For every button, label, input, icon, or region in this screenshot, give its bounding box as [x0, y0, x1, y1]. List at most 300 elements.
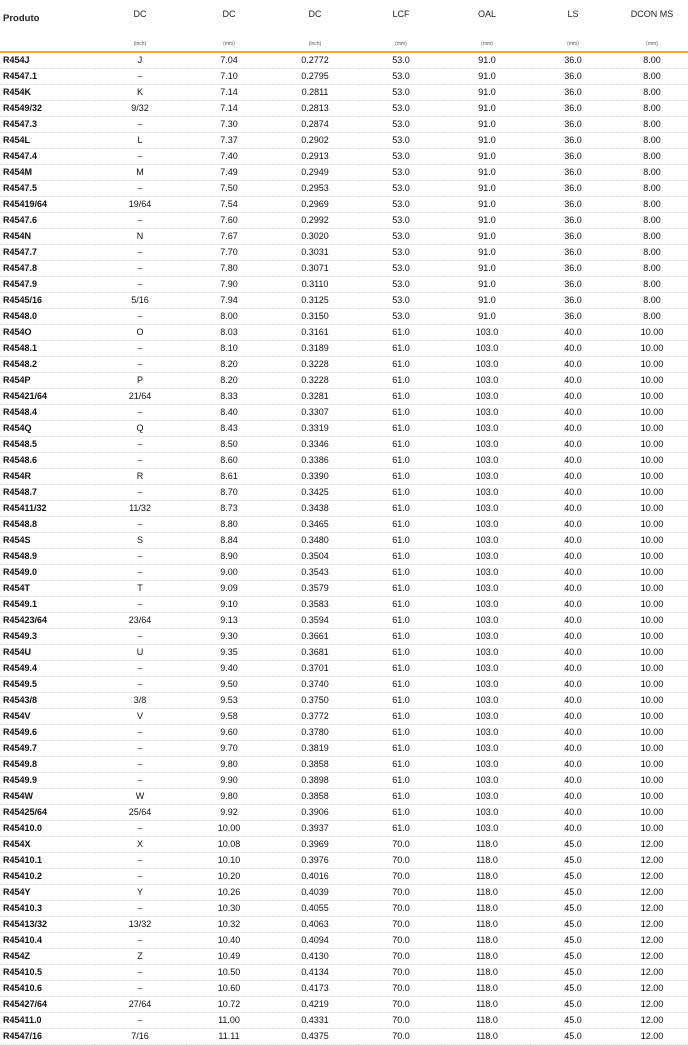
lcf-cell: 61.0: [358, 789, 444, 805]
product-code: R454J: [0, 52, 94, 69]
dc-decimal-inch-cell: 0.3772: [272, 709, 358, 725]
dcon-ms-cell: 12.00: [616, 837, 688, 853]
dc-mm-cell: 9.35: [186, 645, 272, 661]
oal-cell: 118.0: [444, 949, 530, 965]
dc-decimal-inch-cell: 0.3150: [272, 309, 358, 325]
lcf-cell: 61.0: [358, 645, 444, 661]
dcon-ms-cell: 10.00: [616, 357, 688, 373]
product-code: R45410.5: [0, 965, 94, 981]
ls-cell: 40.0: [530, 325, 616, 341]
dcon-ms-cell: 8.00: [616, 101, 688, 117]
lcf-cell: 61.0: [358, 405, 444, 421]
dc-decimal-inch-cell: 0.3504: [272, 549, 358, 565]
oal-cell: 103.0: [444, 581, 530, 597]
oal-cell: 103.0: [444, 629, 530, 645]
ls-cell: 45.0: [530, 837, 616, 853]
dc-decimal-inch-cell: 0.3071: [272, 261, 358, 277]
dc-mm-cell: 9.80: [186, 757, 272, 773]
table-row: [0, 597, 688, 613]
dc-decimal-inch-cell: 0.3319: [272, 421, 358, 437]
dc-inch-cell: –: [94, 245, 186, 261]
dcon-ms-cell: 10.00: [616, 773, 688, 789]
dc-mm-cell: 9.90: [186, 773, 272, 789]
lcf-cell: 61.0: [358, 677, 444, 693]
ls-cell: 40.0: [530, 725, 616, 741]
ls-cell: 36.0: [530, 52, 616, 69]
oal-cell: 118.0: [444, 869, 530, 885]
table-row: [0, 293, 688, 309]
product-code: R45410.3: [0, 901, 94, 917]
oal-cell: 103.0: [444, 645, 530, 661]
table-row: [0, 405, 688, 421]
oal-cell: 103.0: [444, 405, 530, 421]
unit-label-oal: (mm): [444, 36, 530, 52]
lcf-cell: 53.0: [358, 213, 444, 229]
dc-mm-cell: 7.14: [186, 101, 272, 117]
dc-decimal-inch-cell: 0.3390: [272, 469, 358, 485]
dc-decimal-inch-cell: 0.3125: [272, 293, 358, 309]
product-code: R45421/64: [0, 389, 94, 405]
table-row: [0, 133, 688, 149]
ls-cell: 36.0: [530, 197, 616, 213]
product-code: R4549.8: [0, 757, 94, 773]
table-row: [0, 229, 688, 245]
lcf-cell: 61.0: [358, 821, 444, 837]
dcon-ms-cell: 10.00: [616, 821, 688, 837]
dcon-ms-cell: 10.00: [616, 581, 688, 597]
product-code: R454M: [0, 165, 94, 181]
dc-decimal-inch-cell: 0.3906: [272, 805, 358, 821]
lcf-cell: 70.0: [358, 997, 444, 1013]
dcon-ms-cell: 10.00: [616, 757, 688, 773]
dc-inch-cell: –: [94, 965, 186, 981]
lcf-cell: 53.0: [358, 261, 444, 277]
dc-inch-cell: V: [94, 709, 186, 725]
table-row: [0, 885, 688, 901]
lcf-cell: 61.0: [358, 565, 444, 581]
dcon-ms-cell: 12.00: [616, 1013, 688, 1029]
dc-inch-cell: –: [94, 453, 186, 469]
dcon-ms-cell: 8.00: [616, 133, 688, 149]
ls-cell: 40.0: [530, 693, 616, 709]
lcf-cell: 70.0: [358, 885, 444, 901]
product-code: R45419/64: [0, 197, 94, 213]
dc-mm-cell: 8.90: [186, 549, 272, 565]
dc-mm-cell: 8.50: [186, 437, 272, 453]
dc-mm-cell: 10.26: [186, 885, 272, 901]
ls-cell: 45.0: [530, 1013, 616, 1029]
table-row: [0, 773, 688, 789]
dcon-ms-cell: 12.00: [616, 885, 688, 901]
dc-inch-cell: T: [94, 581, 186, 597]
dcon-ms-cell: 10.00: [616, 389, 688, 405]
product-code: R454L: [0, 133, 94, 149]
dc-decimal-inch-cell: 0.2992: [272, 213, 358, 229]
product-code: R4547.9: [0, 277, 94, 293]
dc-mm-cell: 7.90: [186, 277, 272, 293]
table-row: [0, 357, 688, 373]
product-code: R454Y: [0, 885, 94, 901]
dc-mm-cell: 9.50: [186, 677, 272, 693]
lcf-cell: 61.0: [358, 709, 444, 725]
dc-inch-cell: Q: [94, 421, 186, 437]
dc-decimal-inch-cell: 0.2813: [272, 101, 358, 117]
dc-decimal-inch-cell: 0.2811: [272, 85, 358, 101]
dcon-ms-cell: 10.00: [616, 645, 688, 661]
oal-cell: 91.0: [444, 197, 530, 213]
dc-mm-cell: 8.60: [186, 453, 272, 469]
dcon-ms-cell: 8.00: [616, 229, 688, 245]
ls-cell: 40.0: [530, 565, 616, 581]
product-code: R454N: [0, 229, 94, 245]
unit-label-dc-mm: (mm): [186, 36, 272, 52]
dc-mm-cell: 7.30: [186, 117, 272, 133]
lcf-cell: 70.0: [358, 869, 444, 885]
table-row: [0, 85, 688, 101]
lcf-cell: 61.0: [358, 437, 444, 453]
dc-decimal-inch-cell: 0.3579: [272, 581, 358, 597]
ls-cell: 40.0: [530, 741, 616, 757]
lcf-cell: 70.0: [358, 981, 444, 997]
product-code: R4548.0: [0, 309, 94, 325]
oal-cell: 103.0: [444, 677, 530, 693]
dcon-ms-cell: 12.00: [616, 1029, 688, 1045]
dc-mm-cell: 9.13: [186, 613, 272, 629]
dc-inch-cell: L: [94, 133, 186, 149]
dc-mm-cell: 7.10: [186, 69, 272, 85]
column-header-lcf: LCF: [392, 9, 410, 19]
table-row: [0, 52, 688, 69]
product-code: R4547.6: [0, 213, 94, 229]
dc-mm-cell: 10.30: [186, 901, 272, 917]
dcon-ms-cell: 8.00: [616, 277, 688, 293]
ls-cell: 45.0: [530, 933, 616, 949]
table-row: [0, 821, 688, 837]
product-code: R454O: [0, 325, 94, 341]
dc-inch-cell: K: [94, 85, 186, 101]
product-code: R45425/64: [0, 805, 94, 821]
dc-mm-cell: 7.70: [186, 245, 272, 261]
dcon-ms-cell: 8.00: [616, 245, 688, 261]
dcon-ms-cell: 12.00: [616, 917, 688, 933]
dc-inch-cell: X: [94, 837, 186, 853]
ls-cell: 45.0: [530, 965, 616, 981]
oal-cell: 91.0: [444, 277, 530, 293]
dcon-ms-cell: 10.00: [616, 453, 688, 469]
lcf-cell: 61.0: [358, 517, 444, 533]
dc-mm-cell: 10.40: [186, 933, 272, 949]
dc-inch-cell: 19/64: [94, 197, 186, 213]
dc-decimal-inch-cell: 0.3969: [272, 837, 358, 853]
lcf-cell: 61.0: [358, 725, 444, 741]
dc-inch-cell: 23/64: [94, 613, 186, 629]
ls-cell: 40.0: [530, 501, 616, 517]
dc-mm-cell: 11.00: [186, 1013, 272, 1029]
dc-inch-cell: 13/32: [94, 917, 186, 933]
dc-decimal-inch-cell: 0.3228: [272, 357, 358, 373]
table-row: [0, 309, 688, 325]
product-code: R45410.1: [0, 853, 94, 869]
dc-inch-cell: 25/64: [94, 805, 186, 821]
dc-decimal-inch-cell: 0.2969: [272, 197, 358, 213]
lcf-cell: 61.0: [358, 453, 444, 469]
dc-inch-cell: W: [94, 789, 186, 805]
ls-cell: 40.0: [530, 613, 616, 629]
dc-mm-cell: 10.08: [186, 837, 272, 853]
dc-decimal-inch-cell: 0.3161: [272, 325, 358, 341]
oal-cell: 103.0: [444, 373, 530, 389]
dc-decimal-inch-cell: 0.3976: [272, 853, 358, 869]
oal-cell: 103.0: [444, 469, 530, 485]
product-code: R4543/8: [0, 693, 94, 709]
product-code: R4549.6: [0, 725, 94, 741]
lcf-cell: 70.0: [358, 917, 444, 933]
oal-cell: 118.0: [444, 981, 530, 997]
product-code: R4549.0: [0, 565, 94, 581]
product-code: R4547.1: [0, 69, 94, 85]
dcon-ms-cell: 10.00: [616, 517, 688, 533]
dc-decimal-inch-cell: 0.3020: [272, 229, 358, 245]
dc-decimal-inch-cell: 0.3681: [272, 645, 358, 661]
product-code: R4548.9: [0, 549, 94, 565]
dc-mm-cell: 7.40: [186, 149, 272, 165]
dc-inch-cell: –: [94, 901, 186, 917]
product-code: R4549/32: [0, 101, 94, 117]
unit-label-produto: [0, 36, 94, 52]
oal-cell: 103.0: [444, 501, 530, 517]
table-row: [0, 661, 688, 677]
table-row: [0, 917, 688, 933]
dc-mm-cell: 7.49: [186, 165, 272, 181]
table-row: [0, 581, 688, 597]
dc-decimal-inch-cell: 0.2953: [272, 181, 358, 197]
dc-mm-cell: 7.80: [186, 261, 272, 277]
oal-cell: 118.0: [444, 885, 530, 901]
lcf-cell: 53.0: [358, 245, 444, 261]
dc-mm-cell: 10.72: [186, 997, 272, 1013]
oal-cell: 103.0: [444, 773, 530, 789]
table-row: [0, 469, 688, 485]
dc-mm-cell: 8.84: [186, 533, 272, 549]
product-code: R4548.5: [0, 437, 94, 453]
dcon-ms-cell: 8.00: [616, 197, 688, 213]
ls-cell: 45.0: [530, 885, 616, 901]
table-row: [0, 245, 688, 261]
product-code: R45411.0: [0, 1013, 94, 1029]
ls-cell: 36.0: [530, 149, 616, 165]
lcf-cell: 70.0: [358, 901, 444, 917]
lcf-cell: 53.0: [358, 133, 444, 149]
ls-cell: 40.0: [530, 437, 616, 453]
column-header-oal: OAL: [477, 9, 496, 19]
dc-inch-cell: –: [94, 597, 186, 613]
dcon-ms-cell: 8.00: [616, 52, 688, 69]
ls-cell: 45.0: [530, 997, 616, 1013]
column-header-ls: LS: [567, 9, 579, 19]
product-code: R4548.8: [0, 517, 94, 533]
dcon-ms-cell: 10.00: [616, 725, 688, 741]
product-code: R4547.5: [0, 181, 94, 197]
dc-mm-cell: 9.00: [186, 565, 272, 581]
product-code: R454K: [0, 85, 94, 101]
dc-decimal-inch-cell: 0.3701: [272, 661, 358, 677]
dc-inch-cell: J: [94, 52, 186, 69]
dc-inch-cell: –: [94, 309, 186, 325]
dc-mm-cell: 7.67: [186, 229, 272, 245]
dc-mm-cell: 10.60: [186, 981, 272, 997]
unit-label-dc-decimal-inch: (inch): [272, 36, 358, 52]
product-code: R4549.7: [0, 741, 94, 757]
dcon-ms-cell: 10.00: [616, 629, 688, 645]
table-row: [0, 709, 688, 725]
dc-decimal-inch-cell: 0.3438: [272, 501, 358, 517]
lcf-cell: 53.0: [358, 309, 444, 325]
product-code: R45410.0: [0, 821, 94, 837]
column-header-dcon-ms: DCON MS: [630, 9, 674, 19]
table-row: [0, 517, 688, 533]
ls-cell: 40.0: [530, 517, 616, 533]
dcon-ms-cell: 10.00: [616, 421, 688, 437]
ls-cell: 40.0: [530, 645, 616, 661]
dc-mm-cell: 8.33: [186, 389, 272, 405]
table-row: [0, 421, 688, 437]
ls-cell: 45.0: [530, 901, 616, 917]
dc-mm-cell: 9.58: [186, 709, 272, 725]
lcf-cell: 61.0: [358, 421, 444, 437]
ls-cell: 45.0: [530, 949, 616, 965]
dc-inch-cell: 9/32: [94, 101, 186, 117]
dc-decimal-inch-cell: 0.2772: [272, 52, 358, 69]
table-row: [0, 613, 688, 629]
dc-inch-cell: –: [94, 661, 186, 677]
dcon-ms-cell: 12.00: [616, 997, 688, 1013]
dc-decimal-inch-cell: 0.3386: [272, 453, 358, 469]
dc-decimal-inch-cell: 0.4039: [272, 885, 358, 901]
ls-cell: 45.0: [530, 1029, 616, 1045]
product-code: R4549.5: [0, 677, 94, 693]
table-body: [0, 52, 688, 1045]
dc-decimal-inch-cell: 0.3858: [272, 789, 358, 805]
column-header-dc-inch: DC: [133, 9, 147, 19]
lcf-cell: 70.0: [358, 965, 444, 981]
product-code: R45427/64: [0, 997, 94, 1013]
units-row: [0, 36, 688, 52]
oal-cell: 103.0: [444, 389, 530, 405]
dcon-ms-cell: 10.00: [616, 533, 688, 549]
dc-decimal-inch-cell: 0.2795: [272, 69, 358, 85]
lcf-cell: 61.0: [358, 549, 444, 565]
product-code: R454S: [0, 533, 94, 549]
lcf-cell: 53.0: [358, 149, 444, 165]
product-code: R454R: [0, 469, 94, 485]
dc-inch-cell: 3/8: [94, 693, 186, 709]
table-row: [0, 805, 688, 821]
lcf-cell: 53.0: [358, 85, 444, 101]
dc-mm-cell: 7.50: [186, 181, 272, 197]
dc-mm-cell: 9.70: [186, 741, 272, 757]
oal-cell: 91.0: [444, 309, 530, 325]
dc-decimal-inch-cell: 0.3281: [272, 389, 358, 405]
ls-cell: 40.0: [530, 405, 616, 421]
ls-cell: 45.0: [530, 981, 616, 997]
oal-cell: 103.0: [444, 805, 530, 821]
dc-mm-cell: 8.00: [186, 309, 272, 325]
oal-cell: 91.0: [444, 181, 530, 197]
dc-mm-cell: 9.92: [186, 805, 272, 821]
oal-cell: 118.0: [444, 917, 530, 933]
table-row: [0, 437, 688, 453]
table-row: [0, 757, 688, 773]
dc-mm-cell: 8.20: [186, 357, 272, 373]
oal-cell: 103.0: [444, 325, 530, 341]
dc-mm-cell: 11.11: [186, 1029, 272, 1045]
oal-cell: 103.0: [444, 693, 530, 709]
dcon-ms-cell: 8.00: [616, 117, 688, 133]
dc-decimal-inch-cell: 0.3750: [272, 693, 358, 709]
dc-decimal-inch-cell: 0.4331: [272, 1013, 358, 1029]
oal-cell: 91.0: [444, 117, 530, 133]
dc-decimal-inch-cell: 0.3346: [272, 437, 358, 453]
dc-decimal-inch-cell: 0.3425: [272, 485, 358, 501]
dcon-ms-cell: 8.00: [616, 309, 688, 325]
dcon-ms-cell: 10.00: [616, 693, 688, 709]
ls-cell: 40.0: [530, 661, 616, 677]
oal-cell: 103.0: [444, 533, 530, 549]
product-code: R45410.6: [0, 981, 94, 997]
ls-cell: 40.0: [530, 677, 616, 693]
dcon-ms-cell: 10.00: [616, 405, 688, 421]
table-row: [0, 261, 688, 277]
dcon-ms-cell: 10.00: [616, 485, 688, 501]
dc-mm-cell: 8.03: [186, 325, 272, 341]
product-code: R4549.1: [0, 597, 94, 613]
dcon-ms-cell: 8.00: [616, 85, 688, 101]
dcon-ms-cell: 8.00: [616, 261, 688, 277]
lcf-cell: 53.0: [358, 181, 444, 197]
column-header-produto: Produto: [3, 13, 40, 24]
dc-inch-cell: –: [94, 725, 186, 741]
ls-cell: 36.0: [530, 229, 616, 245]
dc-inch-cell: –: [94, 981, 186, 997]
dcon-ms-cell: 10.00: [616, 469, 688, 485]
dc-inch-cell: –: [94, 853, 186, 869]
dc-mm-cell: 8.40: [186, 405, 272, 421]
dcon-ms-cell: 8.00: [616, 165, 688, 181]
dc-inch-cell: 27/64: [94, 997, 186, 1013]
oal-cell: 91.0: [444, 69, 530, 85]
dc-decimal-inch-cell: 0.3937: [272, 821, 358, 837]
dc-mm-cell: 9.09: [186, 581, 272, 597]
dc-decimal-inch-cell: 0.3228: [272, 373, 358, 389]
table-row: [0, 149, 688, 165]
dc-inch-cell: –: [94, 565, 186, 581]
ls-cell: 40.0: [530, 341, 616, 357]
dcon-ms-cell: 10.00: [616, 805, 688, 821]
product-code: R454U: [0, 645, 94, 661]
dc-inch-cell: M: [94, 165, 186, 181]
lcf-cell: 53.0: [358, 117, 444, 133]
dc-decimal-inch-cell: 0.4130: [272, 949, 358, 965]
dc-inch-cell: –: [94, 117, 186, 133]
table-row: [0, 117, 688, 133]
dc-inch-cell: –: [94, 357, 186, 373]
unit-label-dc-inch: (inch): [94, 36, 186, 52]
product-code: R454W: [0, 789, 94, 805]
oal-cell: 91.0: [444, 245, 530, 261]
dc-mm-cell: 8.10: [186, 341, 272, 357]
dc-decimal-inch-cell: 0.2874: [272, 117, 358, 133]
table-row: [0, 949, 688, 965]
